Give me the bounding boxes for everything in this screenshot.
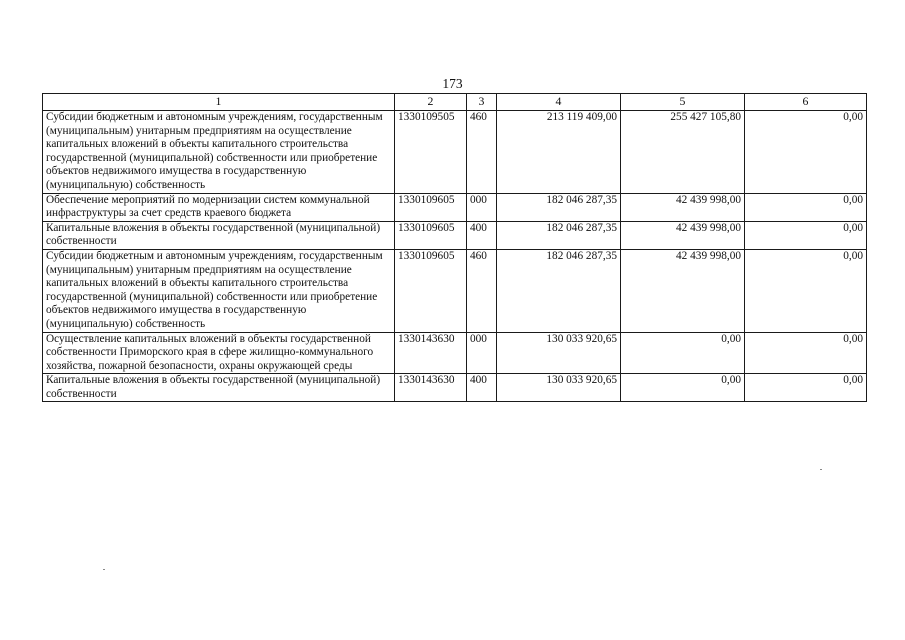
row-value-4: 130 033 920,65 bbox=[497, 374, 621, 402]
row-type: 460 bbox=[467, 111, 497, 194]
col-header-4: 4 bbox=[497, 94, 621, 111]
table-row bbox=[43, 249, 867, 332]
table-row bbox=[43, 332, 867, 374]
row-value-5: 0,00 bbox=[621, 374, 745, 402]
row-value-5: 0,00 bbox=[621, 332, 745, 374]
scan-speck bbox=[103, 569, 105, 570]
row-value-6: 0,00 bbox=[745, 221, 867, 249]
budget-table bbox=[42, 93, 867, 402]
row-name: Обеспечение мероприятий по модернизации систем коммунальной инфраструктуры за счет средств краевого бюджета bbox=[43, 193, 395, 221]
row-value-4: 130 033 920,65 bbox=[497, 332, 621, 374]
col-header-3: 3 bbox=[467, 94, 497, 111]
row-type: 000 bbox=[467, 193, 497, 221]
row-value-5: 42 439 998,00 bbox=[621, 221, 745, 249]
row-code: 1330109605 bbox=[395, 221, 467, 249]
row-value-4: 182 046 287,35 bbox=[497, 249, 621, 332]
row-type: 460 bbox=[467, 249, 497, 332]
table-row bbox=[43, 193, 867, 221]
row-type: 400 bbox=[467, 374, 497, 402]
row-code: 1330109505 bbox=[395, 111, 467, 194]
row-value-4: 213 119 409,00 bbox=[497, 111, 621, 194]
table-row bbox=[43, 374, 867, 402]
row-code: 1330143630 bbox=[395, 374, 467, 402]
row-value-6: 0,00 bbox=[745, 193, 867, 221]
table-row bbox=[43, 111, 867, 194]
row-value-4: 182 046 287,35 bbox=[497, 193, 621, 221]
col-header-1: 1 bbox=[43, 94, 395, 111]
scan-speck bbox=[820, 469, 822, 470]
row-value-6: 0,00 bbox=[745, 332, 867, 374]
row-value-6: 0,00 bbox=[745, 374, 867, 402]
table-row bbox=[43, 221, 867, 249]
row-value-5: 42 439 998,00 bbox=[621, 193, 745, 221]
row-name: Субсидии бюджетным и автономным учреждениям, государственным (муниципальным) унитарным предприятиям на осуществление капитальных вложений в объекты капитального строительства государственной (муниципальной) собственности или приобретение объектов недвижимого имущества в государственную (муниципальную) собственность bbox=[43, 111, 395, 194]
col-header-5: 5 bbox=[621, 94, 745, 111]
row-name: Капитальные вложения в объекты государственной (муниципальной) собственности bbox=[43, 221, 395, 249]
row-value-6: 0,00 bbox=[745, 111, 867, 194]
header-row bbox=[43, 94, 867, 111]
page-number: 173 bbox=[442, 76, 463, 91]
row-name: Осуществление капитальных вложений в объекты государственной собственности Приморского края в сфере жилищно-коммунального хозяйства, пожарной безопасности, охраны окружающей среды bbox=[43, 332, 395, 374]
row-value-6: 0,00 bbox=[745, 249, 867, 332]
row-type: 000 bbox=[467, 332, 497, 374]
col-header-2: 2 bbox=[395, 94, 467, 111]
row-name: Субсидии бюджетным и автономным учреждениям, государственным (муниципальным) унитарным предприятиям на осуществление капитальных вложений в объекты капитального строительства государственной (муниципальной) собственности или приобретение объектов недвижимого имущества в государственную (муниципальную) собственность bbox=[43, 249, 395, 332]
row-name: Капитальные вложения в объекты государственной (муниципальной) собственности bbox=[43, 374, 395, 402]
row-code: 1330109605 bbox=[395, 193, 467, 221]
row-code: 1330109605 bbox=[395, 249, 467, 332]
col-header-6: 6 bbox=[745, 94, 867, 111]
row-value-5: 42 439 998,00 bbox=[621, 249, 745, 332]
row-value-4: 182 046 287,35 bbox=[497, 221, 621, 249]
row-type: 400 bbox=[467, 221, 497, 249]
row-value-5: 255 427 105,80 bbox=[621, 111, 745, 194]
row-code: 1330143630 bbox=[395, 332, 467, 374]
